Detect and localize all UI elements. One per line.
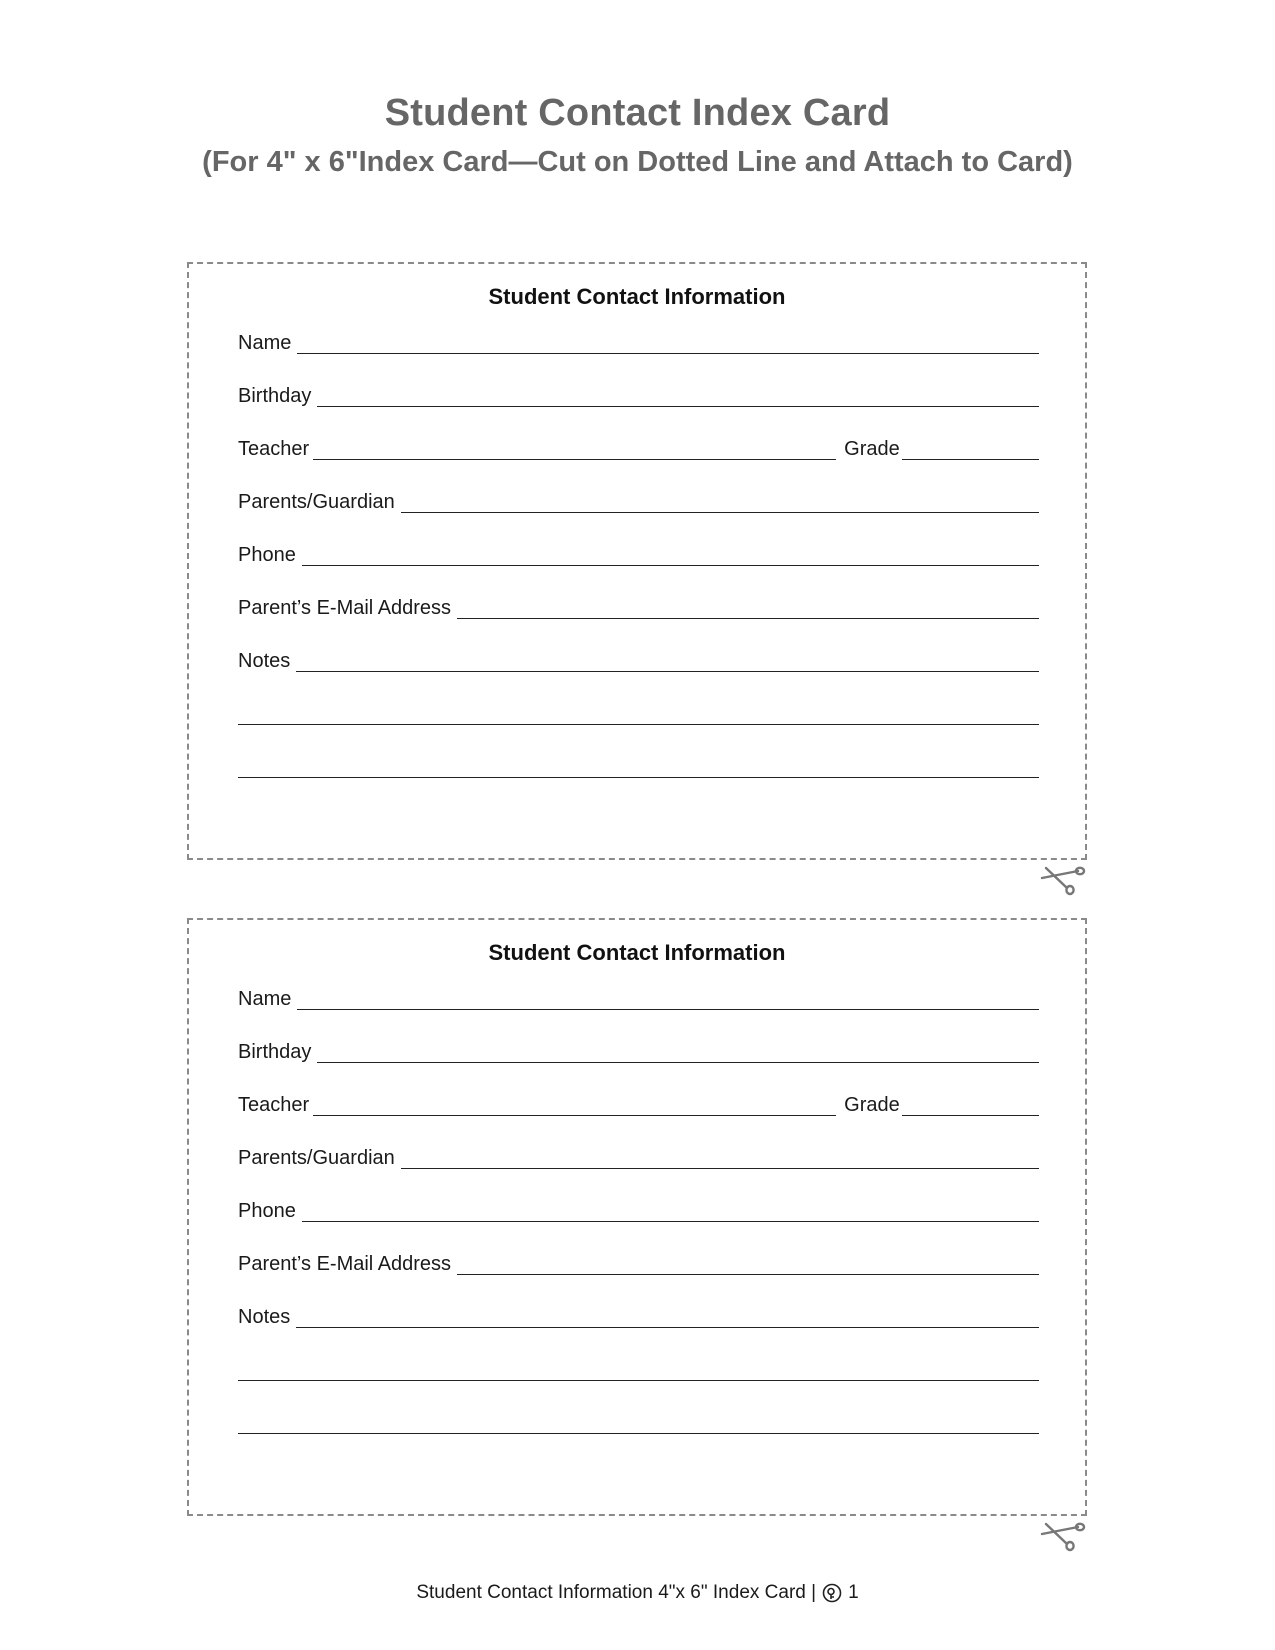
phone-label: Phone — [238, 544, 296, 566]
teacher-line[interactable] — [313, 1115, 836, 1116]
index-card-bottom — [187, 918, 1087, 1516]
notes-line-2[interactable] — [238, 724, 1039, 725]
name-field[interactable] — [238, 326, 1039, 356]
parents-field[interactable] — [238, 1141, 1039, 1171]
page-number: 1 — [848, 1582, 859, 1603]
index-card-top — [187, 262, 1087, 860]
phone-label: Phone — [238, 1200, 296, 1222]
grade-label: Grade — [844, 1094, 900, 1116]
teacher-line[interactable] — [313, 459, 836, 460]
birthday-field[interactable] — [238, 1035, 1039, 1065]
notes-label: Notes — [238, 1306, 291, 1328]
notes-line[interactable] — [296, 1327, 1039, 1328]
parents-label: Parents/Guardian — [238, 491, 395, 513]
birthday-line[interactable] — [317, 406, 1039, 407]
footer-text: Student Contact Information 4"x 6" Index Card | — [416, 1582, 817, 1603]
parents-label: Parents/Guardian — [238, 1147, 395, 1169]
notes-line-3[interactable] — [238, 777, 1039, 778]
page-title: Student Contact Index Card — [384, 92, 891, 134]
email-label: Parent’s E-Mail Address — [238, 1253, 452, 1275]
parents-line[interactable] — [401, 1168, 1039, 1169]
scissors-icon — [1040, 862, 1086, 896]
notes-extra-line[interactable] — [238, 750, 1039, 780]
notes-extra-line[interactable] — [238, 1353, 1039, 1383]
scissors-icon — [1040, 1518, 1086, 1552]
phone-field[interactable] — [238, 538, 1039, 568]
notes-field[interactable] — [238, 1300, 1039, 1330]
name-line[interactable] — [297, 1009, 1039, 1010]
teacher-grade-field[interactable] — [238, 1088, 1039, 1118]
notes-line-2[interactable] — [238, 1380, 1039, 1381]
notes-extra-line[interactable] — [238, 697, 1039, 727]
name-field[interactable] — [238, 982, 1039, 1012]
notes-line[interactable] — [296, 671, 1039, 672]
parents-field[interactable] — [238, 485, 1039, 515]
publisher-logo-icon — [822, 1583, 842, 1603]
birthday-field[interactable] — [238, 379, 1039, 409]
email-label: Parent’s E-Mail Address — [238, 597, 452, 619]
notes-line-3[interactable] — [238, 1433, 1039, 1434]
name-label: Name — [238, 332, 292, 354]
email-field[interactable] — [238, 1247, 1039, 1277]
card-title: Student Contact Information — [488, 284, 786, 309]
notes-label: Notes — [238, 650, 291, 672]
phone-field[interactable] — [238, 1194, 1039, 1224]
grade-line[interactable] — [902, 459, 1039, 460]
birthday-label: Birthday — [238, 1041, 312, 1063]
card-title: Student Contact Information — [488, 940, 786, 965]
grade-label: Grade — [844, 438, 900, 460]
teacher-label: Teacher — [238, 438, 310, 460]
grade-line[interactable] — [902, 1115, 1039, 1116]
page-footer — [0, 1582, 1275, 1604]
email-line[interactable] — [457, 1274, 1039, 1275]
phone-line[interactable] — [302, 565, 1039, 566]
page-subtitle: (For 4" x 6"Index Card—Cut on Dotted Line and Attach to Card) — [202, 146, 1073, 178]
phone-line[interactable] — [302, 1221, 1039, 1222]
name-label: Name — [238, 988, 292, 1010]
email-line[interactable] — [457, 618, 1039, 619]
parents-line[interactable] — [401, 512, 1039, 513]
teacher-grade-field[interactable] — [238, 432, 1039, 462]
notes-field[interactable] — [238, 644, 1039, 674]
birthday-line[interactable] — [317, 1062, 1039, 1063]
email-field[interactable] — [238, 591, 1039, 621]
birthday-label: Birthday — [238, 385, 312, 407]
notes-extra-line[interactable] — [238, 1406, 1039, 1436]
teacher-label: Teacher — [238, 1094, 310, 1116]
name-line[interactable] — [297, 353, 1039, 354]
